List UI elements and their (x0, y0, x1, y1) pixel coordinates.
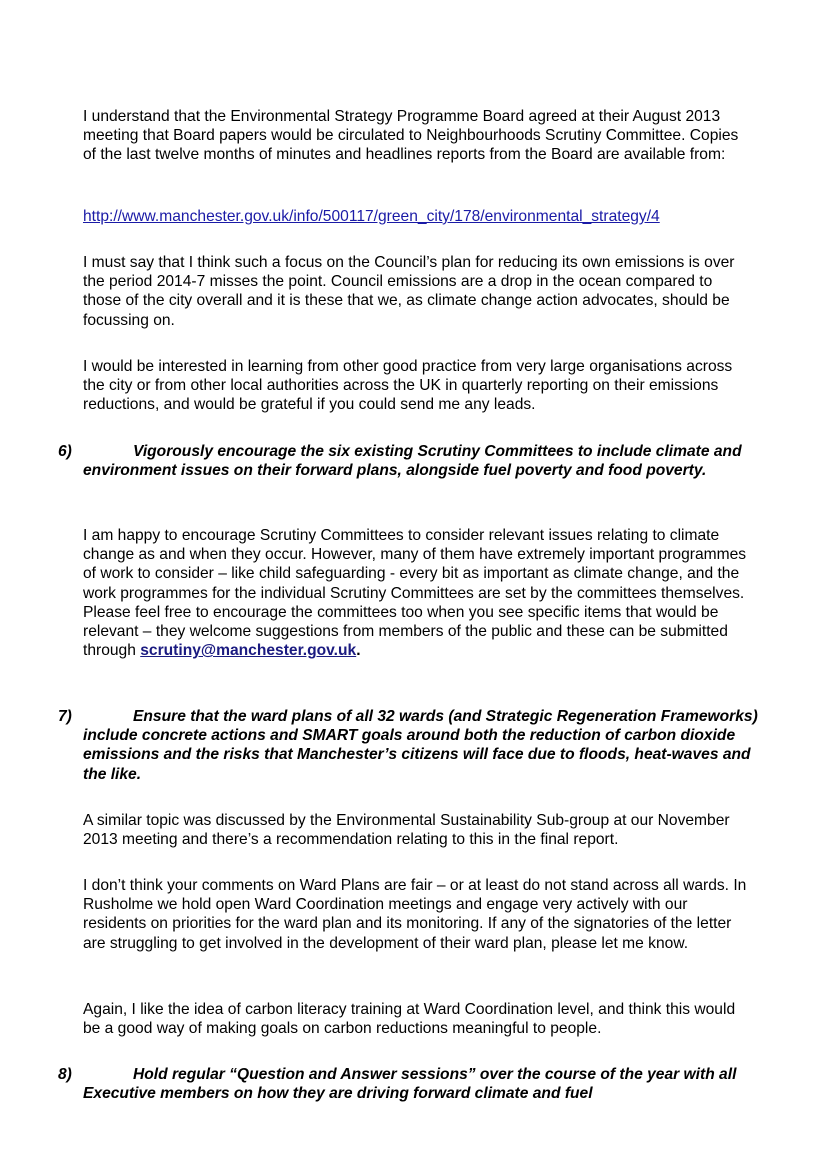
paragraph-sub-group: A similar topic was discussed by the Environmental Sustainability Sub-group at our November 2013 meeting and there’s a recommendation relating to this in the final report. (83, 812, 730, 849)
recommendation-6-text: Vigorously encourage the six existing Scrutiny Committees to include climate and environment issues on their forward plans, alongside fuel poverty and food poverty. (83, 443, 742, 480)
strategy-link-paragraph (83, 207, 753, 226)
recommendation-7-text: Ensure that the ward plans of all 32 wards (and Strategic Regeneration Frameworks) include concrete actions and SMART goals around both the reduction of carbon dioxide emissions and the risks that Manchester’s citizens will face due to floods, heat-waves and the like. (83, 708, 758, 783)
paragraph-carbon-literacy: Again, I like the idea of carbon literacy training at Ward Coordination level, and think this would be a good way of making goals on carbon reductions meaningful to people. (83, 1001, 736, 1038)
scrutiny-email-link[interactable]: scrutiny@manchester.gov.uk (140, 642, 357, 660)
paragraph-ward-plans: I don’t think your comments on Ward Plans are fair – or at least do not stand across all wards. In Rusholme we hold open Ward Coordination meetings and engage very actively with our residents on priorities for the ward plan and its monitoring. If any of the signatories of the letter are struggling to get involved in the development of their ward plan, please let me know. (83, 877, 747, 952)
recommendation-8-text: Hold regular “Question and Answer sessions” over the course of the year with all Executive members on how they are driving forward climate and fuel (83, 1066, 737, 1103)
paragraph-good-practice: I would be interested in learning from other good practice from very large organisations across the city or from other local authorities across the UK in quarterly reporting on their emissions reductions, and would be grateful if you could send me any leads. (83, 358, 733, 414)
paragraph-board-papers: I understand that the Environmental Strategy Programme Board agreed at their August 2013 meeting that Board papers would be circulated to Neighbourhoods Scrutiny Committee. Copies of the last twelve months of minutes and headlines reports from the Board are available from: (83, 108, 739, 164)
paragraph-scrutiny-committees (83, 526, 753, 660)
recommendation-6-number: 6) (58, 443, 72, 460)
paragraph-council-emissions: I must say that I think such a focus on the Council’s plan for reducing its own emissions is over the period 2014-7 misses the point. Council emissions are a drop in the ocean compared to those of the city overall and it is these that we, as climate change action advocates, should be focussing on. (83, 254, 735, 329)
recommendation-8-number: 8) (58, 1066, 72, 1083)
recommendation-6-heading (58, 442, 758, 480)
environmental-strategy-link[interactable]: http://www.manchester.gov.uk/info/500117/green_city/178/environmental_strategy/4 (83, 208, 660, 225)
recommendation-7-heading (58, 707, 758, 784)
recommendation-8-heading (58, 1065, 758, 1103)
scrutiny-response-text: I am happy to encourage Scrutiny Committees to consider relevant issues relating to climate change as and when they occur. However, many of them have extremely important programmes of work to consider – like child safeguarding - every bit as important as climate change, and the work programmes for the individual Scrutiny Committees are set by the committees themselves. Please feel free to encourage the committees too when you see specific items that would be relevant – they welcome suggestions from members of the public and these can be submitted through (83, 527, 747, 660)
recommendation-7-number: 7) (58, 708, 72, 725)
email-trailing-period: . (356, 642, 361, 660)
